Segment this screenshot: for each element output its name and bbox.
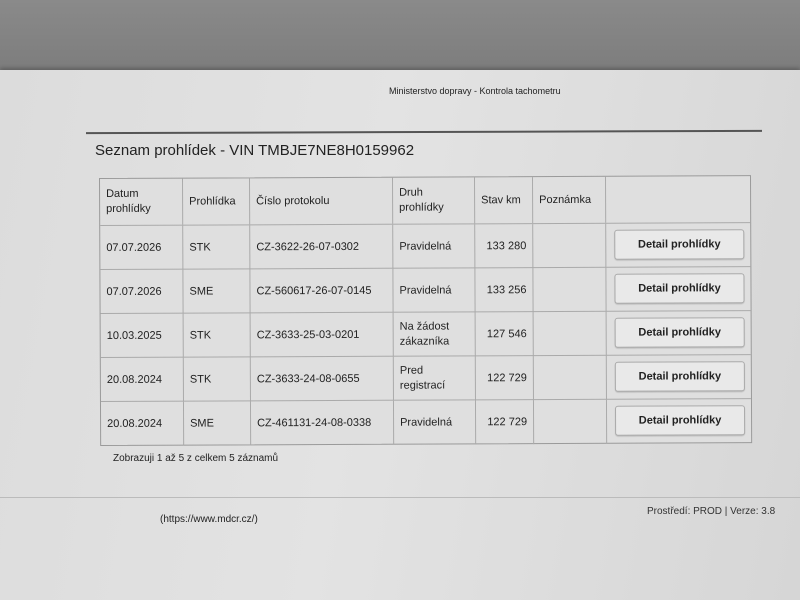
table-row (101, 354, 751, 402)
cell-note (533, 400, 606, 444)
table-row (100, 266, 750, 314)
cell-type: STK (183, 313, 250, 357)
cell-action (606, 311, 751, 356)
detail-button[interactable]: Detail prohlídky (615, 361, 745, 392)
col-header-date: Datum prohlídky (106, 187, 151, 215)
cell-km: 127 546 (475, 312, 533, 356)
cell-kind: Pravidelná (392, 268, 474, 312)
environment-info: Prostředí: PROD | Verze: 3.8 (647, 506, 776, 517)
cell-action (606, 355, 751, 400)
cell-date: 07.07.2026 (106, 241, 162, 254)
cell-protocol: CZ-3622-26-07-0302 (249, 225, 392, 270)
cell-type: SME (183, 401, 250, 445)
cell-protocol: CZ-3633-24-08-0655 (250, 357, 393, 402)
ministry-url-link[interactable]: (https://www.mdcr.cz/) (160, 514, 258, 525)
cell-km: 122 729 (475, 356, 533, 400)
cell-action (605, 267, 750, 312)
cell-note (532, 224, 605, 268)
col-header-protocol: Číslo protokolu (249, 178, 392, 225)
cell-type: STK (182, 225, 249, 269)
cell-date: 20.08.2024 (106, 373, 162, 386)
col-header-kind: Druh prohlídky (392, 177, 474, 223)
table-row (101, 398, 751, 446)
col-header-km: Stav km (474, 177, 532, 223)
col-header-note: Poznámka (532, 177, 605, 223)
cell-date: 20.08.2024 (107, 417, 163, 430)
cell-note (532, 268, 605, 312)
cell-km: 133 256 (474, 268, 532, 312)
cell-kind: Pravidelná (392, 224, 474, 268)
table-row (100, 222, 750, 270)
cell-kind: Pravidelná (393, 400, 475, 444)
page-title: Seznam prohlídek - VIN TMBJE7NE8H0159962 (95, 142, 415, 159)
detail-button[interactable]: Detail prohlídky (615, 317, 745, 348)
cell-kind: Na žádost zákazníka (393, 312, 475, 356)
cell-kind: Pred registrací (393, 356, 475, 400)
col-header-type: Prohlídka (182, 178, 249, 224)
detail-button[interactable]: Detail prohlídky (615, 405, 745, 436)
cell-type: STK (183, 357, 250, 401)
cell-protocol: CZ-560617-26-07-0145 (249, 269, 392, 314)
detail-button[interactable]: Detail prohlídky (614, 229, 744, 260)
ministry-header: Ministerstvo dopravy - Kontrola tachometru (389, 86, 561, 96)
cell-note (533, 312, 606, 356)
cell-action (606, 399, 751, 444)
cell-action (605, 223, 750, 268)
cell-date: 07.07.2026 (106, 285, 162, 298)
detail-button[interactable]: Detail prohlídky (614, 273, 744, 304)
footer-divider (0, 497, 800, 498)
cell-protocol: CZ-461131-24-08-0338 (250, 401, 393, 446)
cell-date: 10.03.2025 (106, 329, 162, 342)
table-row (101, 310, 751, 358)
cell-km: 133 280 (474, 224, 532, 268)
cell-km: 122 729 (475, 400, 533, 444)
cell-note (533, 356, 606, 400)
table-header-row (100, 176, 750, 225)
inspection-table (99, 175, 752, 446)
desk-background (0, 0, 800, 80)
cell-type: SME (182, 269, 249, 313)
record-summary: Zobrazuji 1 až 5 z celkem 5 záznamů (113, 453, 279, 464)
col-header-action (605, 176, 750, 223)
cell-protocol: CZ-3633-25-03-0201 (250, 313, 393, 358)
